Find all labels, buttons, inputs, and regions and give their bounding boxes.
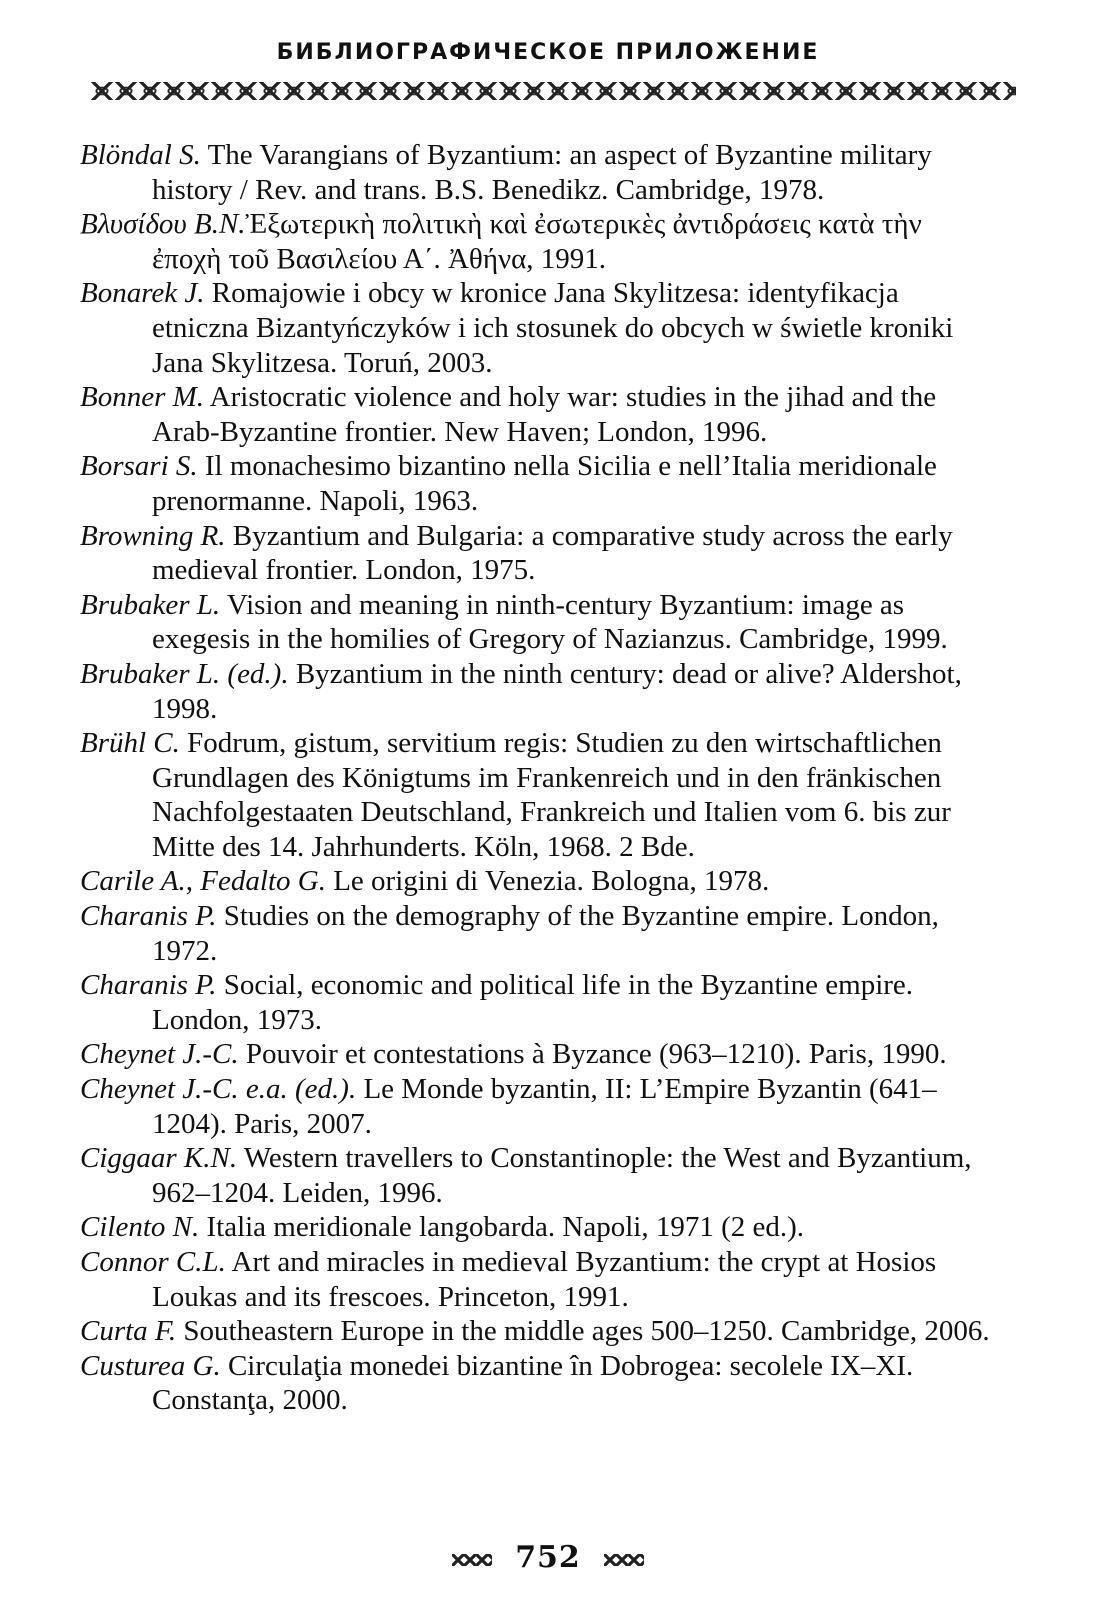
entry-text: Le Monde byzantin, II: L’Empire Byzantin (641–1204). Paris, 2007. [152, 1073, 937, 1140]
entry-text: Southeastern Europe in the middle ages 500–1250. Cambridge, 2006. [176, 1315, 990, 1348]
running-header: БИБЛИОГРАФИЧЕСКОЕ ПРИЛОЖЕНИЕ [276, 40, 820, 65]
page-footer [0, 1540, 1096, 1576]
bibliography-entry [80, 138, 998, 207]
entry-author: Connor C.L. [80, 1246, 226, 1278]
entry-text: Vision and meaning in ninth-century Byzantium: image as exegesis in the homilies of Gregory of Nazianzus. Cambridge, 1999. [152, 588, 948, 656]
bibliography-entry [80, 968, 998, 1037]
entry-author: Brubaker L. [80, 588, 221, 621]
entry-author: Cilento N. [80, 1211, 200, 1244]
entry-text: Western travellers to Constantinople: the West and Byzantium, 962–1204. Leiden, 1996. [152, 1142, 972, 1209]
bibliography-entry [80, 864, 998, 899]
entry-text: Pouvoir et contestations à Byzance (963–1210). Paris, 1990. [238, 1038, 947, 1071]
entry-author: Bonner M. [80, 381, 205, 414]
entry-text: Le origini di Venezia. Bologna, 1978. [325, 865, 770, 898]
page-number: 752 [515, 1540, 581, 1575]
entry-text: Italia meridionale langobarda. Napoli, 1971 (2 ed.). [199, 1211, 805, 1244]
bibliography-entry [80, 657, 998, 726]
entry-author: Charanis P. [80, 900, 217, 933]
entry-author: Bonarek J. [80, 277, 205, 310]
entry-author: Ciggaar K.N. [80, 1142, 238, 1175]
entry-author: Borsari S. [80, 450, 198, 483]
bibliography-entry [80, 449, 998, 518]
entry-author: Blöndal S. [80, 139, 201, 171]
bibliography-entry [80, 1349, 998, 1418]
bibliography-entry [80, 899, 998, 968]
bibliography-entry [80, 1072, 998, 1141]
entry-text: Romajowie i obcy w kronice Jana Skylitzesa: identyfikacja etniczna Bizantyńczyków i ich stosunek do obcych w świetle kroniki Jana Skylitzesa. Toruń, 2003. [152, 277, 954, 379]
bibliography-entry [80, 1037, 998, 1072]
entry-author: Browning R. [80, 519, 226, 552]
entry-author: Carile A., Fedalto G. [80, 865, 326, 898]
entry-text: The Varangians of Byzantium: an aspect of Byzantine military history / Rev. and trans. B.S. Benedikz. Cambridge, 1978. [152, 139, 932, 206]
entry-text: Aristocratic violence and holy war: studies in the jihad and the Arab-Byzantine frontier. New Haven; London, 1996. [152, 381, 937, 448]
footer-ornament-right [604, 1554, 644, 1566]
bibliography-entry [80, 519, 998, 588]
entry-text: Circulaţia monedei bizantine în Dobrogea: secolele IX–XI. Constanţa, 2000. [152, 1349, 914, 1417]
entry-author: Brühl C. [80, 727, 180, 760]
bibliography-entry [80, 207, 998, 276]
bibliography-entry [80, 1314, 998, 1349]
footer-ornament-left [452, 1554, 492, 1566]
entry-text: Art and miracles in medieval Byzantium: the crypt at Hosios Loukas and its frescoes. Princeton, 1991. [152, 1246, 937, 1313]
entry-text: Byzantium in the ninth century: dead or alive? Aldershot, 1998. [152, 657, 962, 725]
entry-text: Ἐξωτερικὴ πολιτικὴ καὶ ἐσωτερικὲς ἀντιδράσεις κατὰ τὴν ἐποχὴ τοῦ Βασιλείου Α΄. Ἀθήνα, 1991. [152, 208, 922, 275]
bibliography-entry [80, 726, 998, 864]
bibliography-entry [80, 1141, 998, 1210]
entry-text: Social, economic and political life in the Byzantine empire. London, 1973. [152, 969, 914, 1036]
entry-text: Il monachesimo bizantino nella Sicilia e nell’Italia meridionale prenormanne. Napoli, 1963. [152, 450, 937, 517]
entry-author: Cheynet J.-C. e.a. (ed.). [80, 1073, 357, 1106]
header-ornament-border [90, 82, 1016, 100]
entry-author: Brubaker L. (ed.). [80, 657, 289, 690]
entry-author: Cheynet J.-C. [80, 1038, 239, 1071]
bibliography-list [80, 138, 998, 1418]
bibliography-entry [80, 380, 998, 449]
entry-text: Fodrum, gistum, servitium regis: Studien zu den wirtschaftlichen Grundlagen des Königtums im Frankenreich und in den fränkischen Nachfolgestaaten Deutschland, Frankreich und Italien vom 6. bis zur Mitte des 14. Jahrhunderts. Köln, 1968. 2 Bde. [152, 727, 951, 863]
entry-author: Custurea G. [80, 1349, 221, 1382]
bibliography-entry [80, 1210, 998, 1245]
bibliography-entry [80, 276, 998, 380]
entry-author: Charanis P. [80, 969, 217, 1002]
entry-author: Curta F. [80, 1315, 177, 1348]
bibliography-entry [80, 588, 998, 657]
entry-text: Byzantium and Bulgaria: a comparative study across the early medieval frontier. London, 1975. [152, 519, 953, 587]
entry-text: Studies on the demography of the Byzantine empire. London, 1972. [152, 900, 939, 967]
bibliography-entry [80, 1245, 998, 1314]
entry-author: Βλυσίδου Β.Ν. [80, 208, 246, 241]
